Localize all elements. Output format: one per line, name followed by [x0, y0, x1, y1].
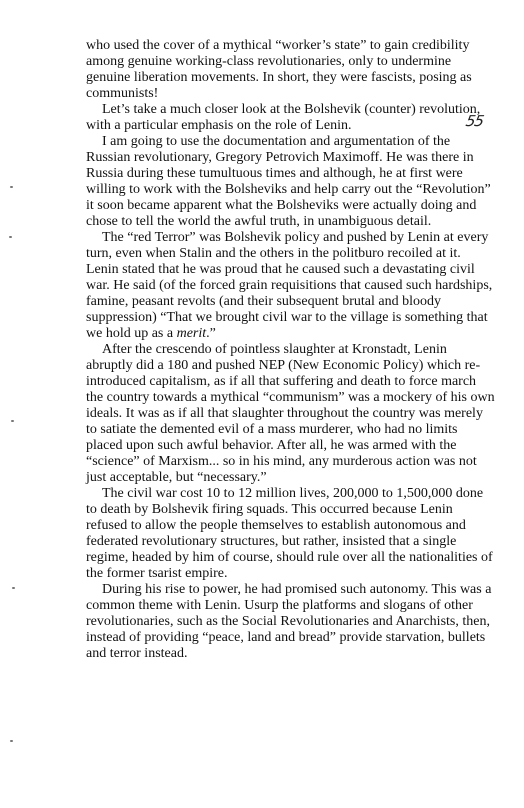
text-run: Let’s take a much closer look at the Bolshevik (counter) revolution, with a particular emphasis on the role of Lenin. — [86, 102, 481, 133]
text-run: During his rise to power, he had promised such autonomy. This was a common theme with Lenin. Usurp the platforms and slogans of other revolutionaries, such as the Social Revolutionaries and Anarchists, then, instead of providing “peace, land and bread” provide starvation, bullets and terror instead. — [86, 582, 492, 661]
text-run: who used the cover of a mythical “worker’s state” to gain credibility among genuine working-class revolutionaries, only to undermine genuine liberation movements. In short, they were fascists, posing as communists! — [86, 38, 472, 101]
text-run: I am going to use the documentation and argumentation of the Russian revolutionary, Gregory Petrovich Maximoff. He was there in Russia during these tumultuous times and although, he at first were willing to work with the Bolsheviks and help carry out the “Revolution” it soon became apparent what the Bolsheviks were actually doing and chose to tell the world the awful truth, in unambiguous detail. — [86, 134, 491, 229]
paragraph — [86, 38, 496, 102]
paragraph — [86, 230, 496, 342]
paragraph — [86, 134, 496, 230]
paragraph — [86, 342, 496, 486]
paragraph — [86, 486, 496, 582]
scan-speck — [10, 186, 13, 188]
scan-speck — [9, 236, 12, 238]
handwritten-page-number: 55 — [464, 112, 485, 130]
text-run: The “red Terror” was Bolshevik policy and pushed by Lenin at every turn, even when Stalin and the others in the politburo recoiled at it. Lenin stated that he was proud that he caused such a devastating civil war. He said (of the forced grain requisitions that caused such hardships, famine, peasant revolts (and their subsequent brutal and bloody suppression) “That we brought civil war to the village is something that we hold up as a — [86, 230, 493, 341]
scan-speck — [12, 587, 15, 589]
scan-speck — [10, 740, 13, 742]
italic-text-run: merit — [176, 326, 207, 341]
scan-speck — [11, 420, 14, 422]
text-run: .” — [206, 326, 216, 341]
text-run: After the crescendo of pointless slaughter at Kronstadt, Lenin abruptly did a 180 and pushed NEP (New Economic Policy) which re-introduced capitalism, as if all that suffering and death to force march the country towards a mythical “communism” was a mockery of his own ideals. It was as if all that slaughter throughout the country was merely to satiate the demented evil of a mass murderer, who had no limits placed upon such awful behavior. After all, he was armed with the “science” of Marxism... so in his mind, any murderous action was not just acceptable, but “necessary.” — [86, 342, 495, 485]
body-text — [86, 38, 496, 662]
paragraph — [86, 102, 496, 134]
paragraph — [86, 582, 496, 662]
text-run: The civil war cost 10 to 12 million lives, 200,000 to 1,500,000 done to death by Bolshevik firing squads. This occurred because Lenin refused to allow the people themselves to establish autonomous and federated revolutionary structures, but rather, insisted that a single regime, headed by him of course, should rule over all the nationalities of the former tsarist empire. — [86, 486, 493, 581]
